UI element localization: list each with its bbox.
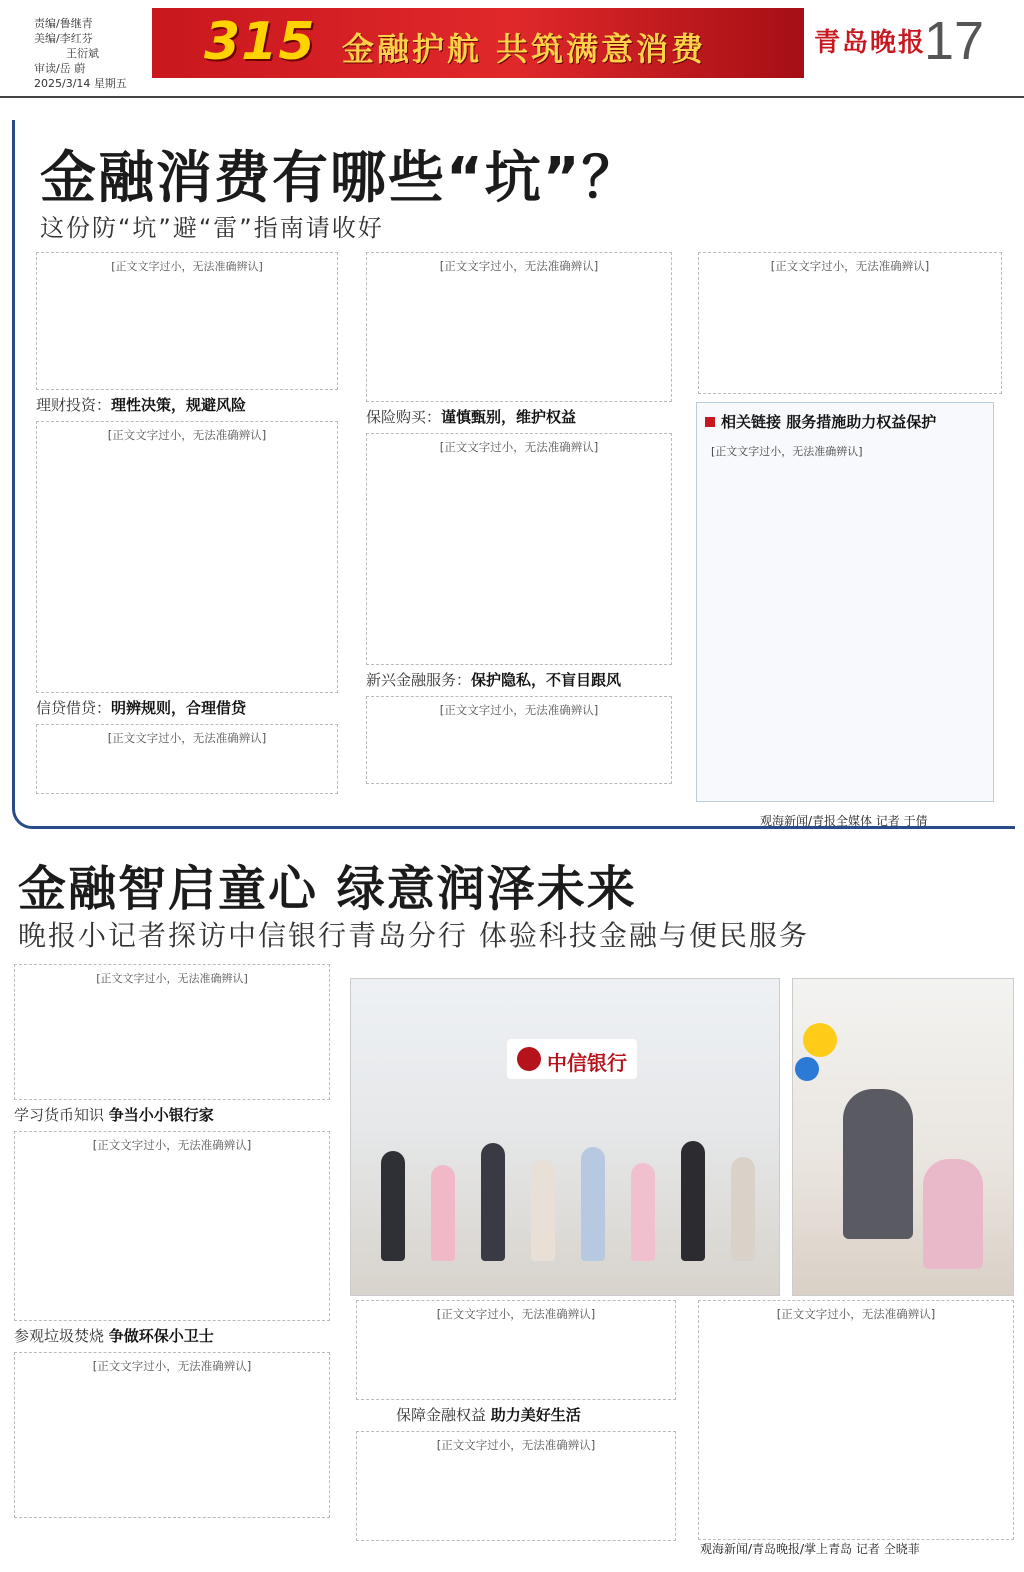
staff-credits bbox=[34, 16, 144, 91]
section-heading: 学习货币知识 争当小小银行家 bbox=[14, 1106, 214, 1124]
photo-figure bbox=[581, 1147, 605, 1261]
body-text: [正文文字过小，无法准确辨认] bbox=[698, 252, 1002, 394]
article1-column-2 bbox=[366, 252, 672, 784]
square-bullet-icon bbox=[705, 417, 715, 427]
body-text: [正文文字过小，无法准确辨认] bbox=[36, 724, 338, 794]
citic-logo-icon bbox=[517, 1047, 541, 1071]
body-text: [正文文字过小，无法准确辨认] bbox=[36, 421, 338, 693]
photo-figure bbox=[431, 1165, 455, 1261]
article1-subtitle: 这份防“坑”避“雷”指南请收好 bbox=[40, 214, 384, 242]
article2-lead: [正文文字过小，无法准确辨认] bbox=[14, 964, 330, 1100]
article1-byline: 观海新闻/青报全媒体 记者 于倩 bbox=[760, 814, 928, 828]
photo-figure bbox=[481, 1143, 505, 1261]
page-number: 17 bbox=[924, 11, 985, 71]
body-text: [正文文字过小，无法准确辨认] bbox=[711, 445, 863, 458]
photo-figure bbox=[843, 1089, 913, 1239]
photo-figure bbox=[631, 1163, 655, 1261]
article2-title: 金融智启童心 绿意润泽未来 bbox=[18, 861, 637, 917]
article1-column-1 bbox=[36, 252, 338, 794]
article2-column-3 bbox=[698, 1300, 1014, 1540]
smiley-balloon-icon bbox=[803, 1023, 837, 1057]
photo-figure bbox=[531, 1159, 555, 1261]
related-link-title: 相关链接 服务措施助力权益保护 bbox=[697, 403, 993, 438]
banner-number: 315 bbox=[204, 12, 316, 72]
body-text: [正文文字过小，无法准确辨认] bbox=[366, 696, 672, 784]
staff-line: 责编/鲁继青 bbox=[34, 17, 93, 30]
body-text: [正文文字过小，无法准确辨认] bbox=[14, 1131, 330, 1321]
article1-column-3 bbox=[698, 252, 1002, 394]
photo-figure bbox=[731, 1157, 755, 1261]
body-text: [正文文字过小，无法准确辨认] bbox=[366, 252, 672, 402]
photo-figure bbox=[923, 1159, 983, 1269]
photo-figure bbox=[681, 1141, 705, 1261]
body-text: [正文文字过小，无法准确辨认] bbox=[356, 1300, 676, 1400]
section-heading: 保障金融权益 助力美好生活 bbox=[396, 1406, 581, 1424]
newspaper-logo: 青岛晚报 bbox=[814, 28, 927, 58]
bank-sign: 中信银行 bbox=[507, 1039, 637, 1079]
activity-photo bbox=[792, 978, 1014, 1296]
related-link-box bbox=[696, 402, 994, 802]
section-heading: 保险购买：谨慎甄别，维护权益 bbox=[366, 408, 577, 426]
section-heading: 信贷借贷：明辨规则，合理借贷 bbox=[36, 699, 247, 717]
body-text: [正文文字过小，无法准确辨认] bbox=[14, 1352, 330, 1518]
article2-column-1 bbox=[14, 964, 330, 1518]
article2-subtitle: 晚报小记者探访中信银行青岛分行 体验科技金融与便民服务 bbox=[18, 919, 809, 952]
article1-lead: [正文文字过小，无法准确辨认] bbox=[36, 252, 338, 390]
body-text: [正文文字过小，无法准确辨认] bbox=[698, 1300, 1014, 1540]
body-text: [正文文字过小，无法准确辨认] bbox=[366, 433, 672, 665]
staff-line: 审读/岳 蔚 bbox=[34, 62, 86, 75]
blue-balloon-icon bbox=[795, 1057, 819, 1081]
article2-column-2 bbox=[356, 1300, 676, 1541]
banner-slogan: 金融护航 共筑满意消费 bbox=[342, 30, 707, 68]
article2-byline: 观海新闻/青岛晚报/掌上青岛 记者 仝晓菲 bbox=[700, 1542, 920, 1556]
related-link-body bbox=[697, 438, 993, 776]
article1-title: 金融消费有哪些“坑”？ bbox=[40, 146, 640, 211]
issue-date: 2025/3/14 星期五 bbox=[34, 77, 127, 90]
page-header bbox=[0, 0, 1024, 96]
photo-figure bbox=[381, 1151, 405, 1261]
section-banner bbox=[152, 8, 804, 78]
staff-line: 王衍斌 bbox=[66, 47, 99, 60]
section-heading: 参观垃圾焚烧 争做环保小卫士 bbox=[14, 1327, 214, 1345]
header-divider bbox=[0, 96, 1024, 98]
section-heading: 新兴金融服务：保护隐私，不盲目跟风 bbox=[366, 671, 622, 689]
group-photo bbox=[350, 978, 780, 1296]
staff-line: 美编/李红芬 bbox=[34, 32, 93, 45]
section-heading: 理财投资：理性决策，规避风险 bbox=[36, 396, 247, 414]
body-text: [正文文字过小，无法准确辨认] bbox=[356, 1431, 676, 1541]
